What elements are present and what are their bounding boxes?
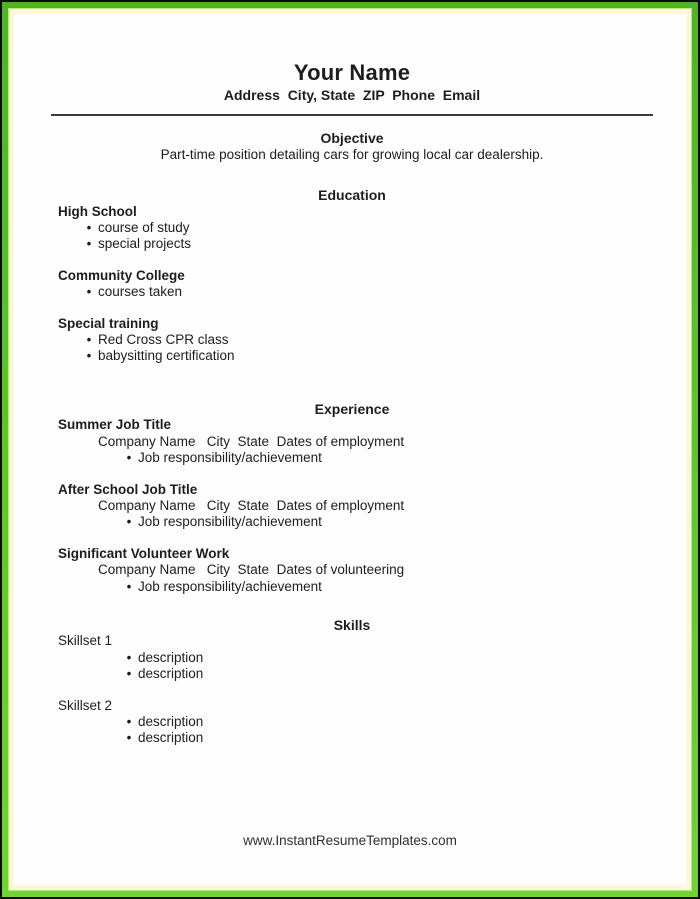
experience-heading: Experience — [314, 400, 390, 417]
skills-entry — [58, 698, 646, 747]
experience-company-line: Company Name City State Dates of employment — [98, 497, 405, 513]
bullet-icon: • — [86, 332, 92, 348]
experience-company-line: Company Name City State Dates of volunteering — [98, 562, 405, 578]
bullet-icon: • — [126, 578, 132, 594]
education-entry — [58, 316, 646, 365]
bullet-icon: • — [86, 348, 92, 364]
bullet-text: babysitting certification — [98, 348, 235, 364]
bullet-text: description — [138, 649, 204, 665]
list-item — [58, 220, 646, 236]
objective-heading: Objective — [320, 130, 384, 147]
resume-contact-line: Address City, State ZIP Phone Email — [223, 87, 481, 103]
border-frame-cream — [9, 9, 691, 890]
experience-entry — [58, 546, 646, 595]
bullet-icon: • — [86, 220, 92, 236]
resume-name: Your Name — [293, 60, 411, 85]
border-frame-green-light — [8, 8, 692, 891]
bullet-text: description — [138, 666, 204, 682]
experience-entry — [58, 482, 646, 531]
list-item — [58, 450, 646, 466]
education-entry — [58, 204, 646, 253]
education-entry-title: Special training — [58, 315, 159, 331]
bullet-text: course of study — [98, 220, 190, 236]
experience-entry-title: Significant Volunteer Work — [58, 545, 230, 561]
list-item — [58, 284, 646, 300]
list-item — [58, 514, 646, 530]
bullet-text: Red Cross CPR class — [98, 332, 229, 348]
bullet-icon: • — [126, 514, 132, 530]
list-item — [58, 650, 646, 666]
education-entry-title: High School — [58, 203, 137, 219]
experience-entry-title: Summer Job Title — [58, 417, 172, 433]
skills-heading: Skills — [333, 616, 371, 633]
list-item — [58, 332, 646, 348]
bullet-text: courses taken — [98, 284, 183, 300]
border-frame-green — [2, 2, 698, 897]
experience-entry-title: After School Job Title — [58, 481, 198, 497]
bullet-icon: • — [126, 666, 132, 682]
list-item — [58, 348, 646, 364]
bullet-icon: • — [126, 450, 132, 466]
section-education — [58, 187, 646, 365]
bullet-icon: • — [86, 284, 92, 300]
bullet-text: Job responsibility/achievement — [138, 450, 322, 466]
list-item — [58, 579, 646, 595]
skills-entry-title: Skillset 2 — [58, 697, 113, 713]
section-skills — [58, 617, 646, 747]
footer-url: www.InstantResumeTemplates.com — [243, 832, 457, 848]
experience-entry — [58, 417, 646, 466]
header-divider — [51, 114, 653, 116]
resume-page — [14, 14, 686, 885]
bullet-icon: • — [126, 649, 132, 665]
bullet-text: description — [138, 713, 204, 729]
objective-text: Part-time position detailing cars for growing local car dealership. — [160, 146, 544, 162]
bullet-icon: • — [86, 236, 92, 252]
bullet-text: description — [138, 730, 204, 746]
list-item — [58, 714, 646, 730]
skills-entry-title: Skillset 1 — [58, 633, 113, 649]
skills-entry — [58, 633, 646, 682]
list-item — [58, 666, 646, 682]
bullet-icon: • — [126, 730, 132, 746]
bullet-text: Job responsibility/achievement — [138, 578, 322, 594]
experience-company-line: Company Name City State Dates of employment — [98, 433, 405, 449]
education-heading: Education — [318, 187, 386, 204]
section-experience — [58, 401, 646, 595]
section-objective — [58, 130, 646, 163]
list-item — [58, 236, 646, 252]
bullet-text: Job responsibility/achievement — [138, 514, 322, 530]
list-item — [58, 730, 646, 746]
bullet-icon: • — [126, 713, 132, 729]
bullet-text: special projects — [98, 236, 192, 252]
education-entry — [58, 268, 646, 301]
education-entry-title: Community College — [58, 267, 185, 283]
